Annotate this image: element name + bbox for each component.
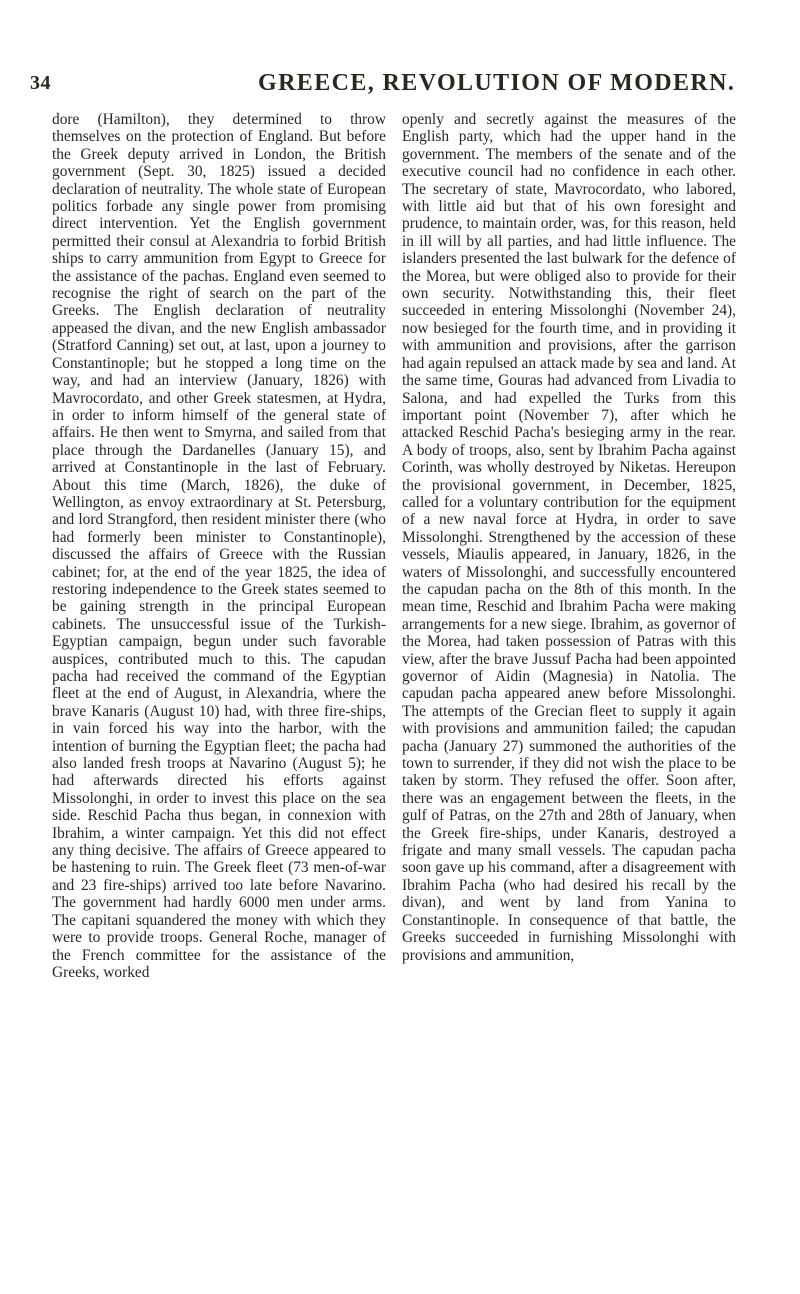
left-column-text: dore (Hamilton), they determined to throw themselves on the protection of England. But before the Greek deputy arrived in London, the British government (Sept. 30, 1825) issued a decided declaration of neutrality. The whole state of European politics forbade any single power from promising direct intervention. Yet the English government permitted their consul at Alexandria to forbid British ships to carry ammunition from Egypt to Greece for the assistance of the pachas. England even seemed to recognise the right of search on the part of the Greeks. The English declaration of neutrality appeased the divan, and the new English ambassador (Stratford Canning) set out, at last, upon a journey to Constantinople; but he stopped a long time on the way, and had an interview (January, 1826) with Mavrocordato, and other Greek statesmen, at Hydra, in order to inform himself of the general state of affairs. He then went to Smyrna, and sailed from that place through the Dardanelles (January 15), and arrived at Constantinople in the last of February. About this time (March, 1826), the duke of Wellington, as envoy extraordinary at St. Petersburg, and lord Strangford, then resident minister there (who had formerly been minister to Constantinople), discussed the affairs of Greece with the Russian cabinet; for, at the end of the year 1825, the idea of restoring independence to the Greek states seemed to be gaining strength in the principal European cabinets. The unsuccessful issue of the Turkish-Egyptian campaign, begun under such favorable auspices, contributed much to this. The capudan pacha had received the command of the Egyptian fleet at the end of August, in Alexandria, where the brave Kanaris (August 10) had, with three fire-ships, in vain forced his way into the harbor, with the intention of burning the Egyptian fleet; the pacha had also landed fresh troops at Navarino (August 5); he had afterwards directed his efforts against Missolonghi, in order to invest this place on the sea side. Reschid Pacha thus began, in connexion with Ibrahim, a winter campaign. Yet this did not effect any thing decisive. The affairs of Greece appeared to be hastening to ruin. The Greek fleet (73 men-of-war and 23 fire-ships) arrived too late before Navarino. The government had hardly 6000 men under arms. The capitani squandered the money with which they were to provide troops. General Roche, manager of the French committee for the assistance of the Greeks, worked [52, 111, 386, 981]
right-column-text: openly and secretly against the measures of the English party, which had the upper hand in the government. The members of the senate and of the executive council had no confidence in each other. The secretary of state, Mavrocordato, who labored, with little aid but that of his own foresight and prudence, to maintain order, was, for this reason, held in ill will by all parties, and had little influence. The islanders presented the last bulwark for the defence of the Morea, but were obliged also to provide for their own security. Notwithstanding this, their fleet succeeded in entering Missolonghi (November 24), now besieged for the fourth time, and in providing it with ammunition and provisions, after the garrison had again repulsed an attack made by sea and land. At the same time, Gouras had advanced from Livadia to Salona, and had expelled the Turks from this important point (November 7), after which he attacked Reschid Pacha's besieging army in the rear. A body of troops, also, sent by Ibrahim Pacha against Corinth, was wholly destroyed by Niketas. Hereupon the provisional government, in December, 1825, called for a voluntary contribution for the equipment of a new naval force at Hydra, in order to save Missolonghi. Strengthened by the accession of these vessels, Miaulis appeared, in January, 1826, in the waters of Missolonghi, and successfully encountered the capudan pacha on the 8th of this month. In the mean time, Reschid and Ibrahim Pacha were making arrangements for a new siege. Ibrahim, as governor of the Morea, had taken possession of Patras with this view, after the brave Jussuf Pacha had been appointed governor of Aidin (Magnesia) in Natolia. The capudan pacha appeared anew before Missolonghi. The attempts of the Grecian fleet to supply it again with provisions and ammunition failed; the capudan pacha (January 27) summoned the authorities of the town to surrender, if they did not wish the place to be taken by storm. They refused the offer. Soon after, there was an engagement between the fleets, in the gulf of Patras, on the 27th and 28th of January, when the Greek fire-ships, under Kanaris, destroyed a frigate and many small vessels. The capudan pacha soon gave up his command, after a disagreement with Ibrahim Pacha (who had desired his recall by the divan), and went by land from Yanina to Constantinople. In consequence of that battle, the Greeks succeeded in furnishing Missolonghi with provisions and ammunition, [402, 111, 736, 964]
right-column [402, 111, 736, 964]
running-title: GREECE, REVOLUTION OF MODERN. [258, 70, 736, 96]
page-number: 34 [30, 72, 51, 94]
left-column [52, 111, 386, 981]
